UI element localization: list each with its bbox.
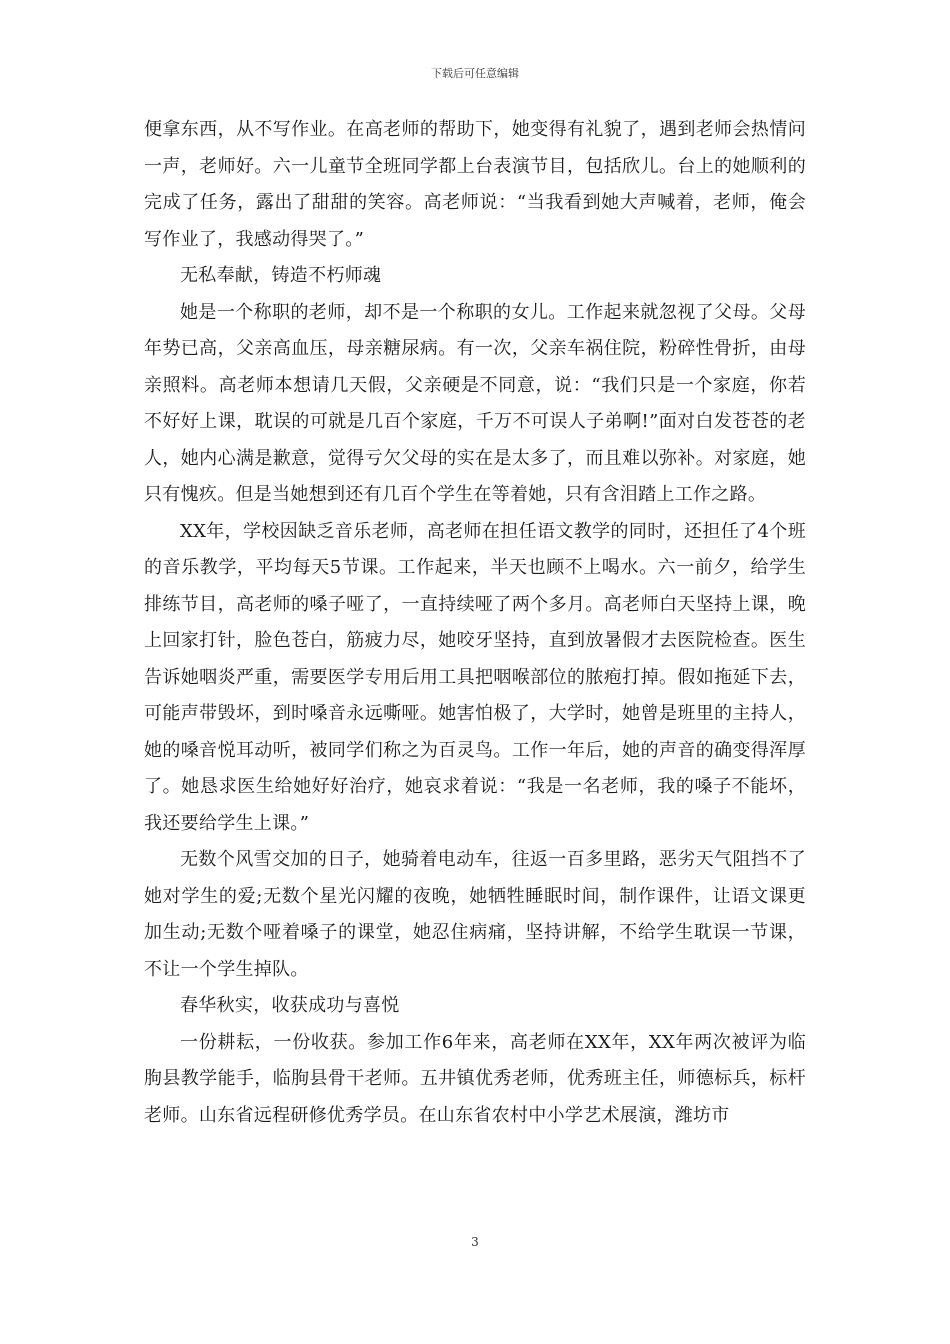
page-number: 3 bbox=[471, 1235, 479, 1249]
paragraph-daughter: 她是一个称职的老师，却不是一个称职的女儿。工作起来就忽视了父母。父母年势已高，父亲高血压，母亲糖尿病。有一次，父亲车祸住院，粉碎性骨折，由母亲照料。高老师本想请几天假，父亲硬是不同意，说：“我们只是一个家庭，你若不好好上课，耽误的可就是几百个家庭，千万不可误人子弟啊!”面对白发苍苍的老人，她内心满是歉意，觉得亏欠父母的实在是太多了，而且难以弥补。对家庭，她只有愧疚。但是当她想到还有几百个学生在等着她，只有含泪踏上工作之路。 bbox=[144, 301, 806, 505]
paragraph-achievements: 一份耕耘，一份收获。参加工作6年来，高老师在XX年，XX年两次被评为临朐县教学能手，临朐县骨干老师。五井镇优秀老师，优秀班主任，师德标兵，标杆老师。山东省远程研修优秀学员。在山东省农村中小学艺术展演，潍坊市 bbox=[144, 1031, 806, 1126]
document-body bbox=[144, 112, 806, 1134]
page-header: 下载后可任意编辑 bbox=[431, 67, 519, 80]
paragraph-continuation: 便拿东西，从不写作业。在高老师的帮助下，她变得有礼貌了，遇到老师会热情问一声，老师好。六一儿童节全班同学都上台表演节目，包括欣儿。台上的她顺利的完成了任务，露出了甜甜的笑容。高老师说：“当我看到她大声喊着，老师，俺会写作业了，我感动得哭了。” bbox=[144, 119, 806, 250]
section-heading-harvest: 春华秋实，收获成功与喜悦 bbox=[180, 995, 400, 1016]
paragraph-countless-days: 无数个风雪交加的日子，她骑着电动车，往返一百多里路，恶劣天气阻挡不了她对学生的爱;无数个星光闪耀的夜晚，她牺牲睡眠时间，制作课件，让语文课更加生动;无数个哑着嗓子的课堂，她忍住病痛，坚持讲解，不给学生耽误一节课，不让一个学生掉队。 bbox=[144, 849, 806, 980]
paragraph-music-teaching: XX年，学校因缺乏音乐老师，高老师在担任语文教学的同时，还担任了4个班的音乐教学，平均每天5节课。工作起来，半天也顾不上喝水。六一前夕，给学生排练节目，高老师的嗓子哑了，一直持续哑了两个多月。高老师白天坚持上课，晚上回家打针，脸色苍白，筋疲力尽，她咬牙坚持，直到放暑假才去医院检查。医生告诉她咽炎严重，需要医学专用后用工具把咽喉部位的脓疱打掉。假如拖延下去，可能声带毁坏，到时嗓音永远嘶哑。她害怕极了，大学时，她曾是班里的主持人，她的嗓音悦耳动听，被同学们称之为百灵鸟。工作一年后，她的声音的确变得浑厚了。她恳求医生给她好好治疗，她哀求着说：“我是一名老师，我的嗓子不能坏，我还要给学生上课。” bbox=[144, 520, 806, 834]
section-heading-dedication: 无私奉献，铸造不朽师魂 bbox=[180, 265, 382, 286]
